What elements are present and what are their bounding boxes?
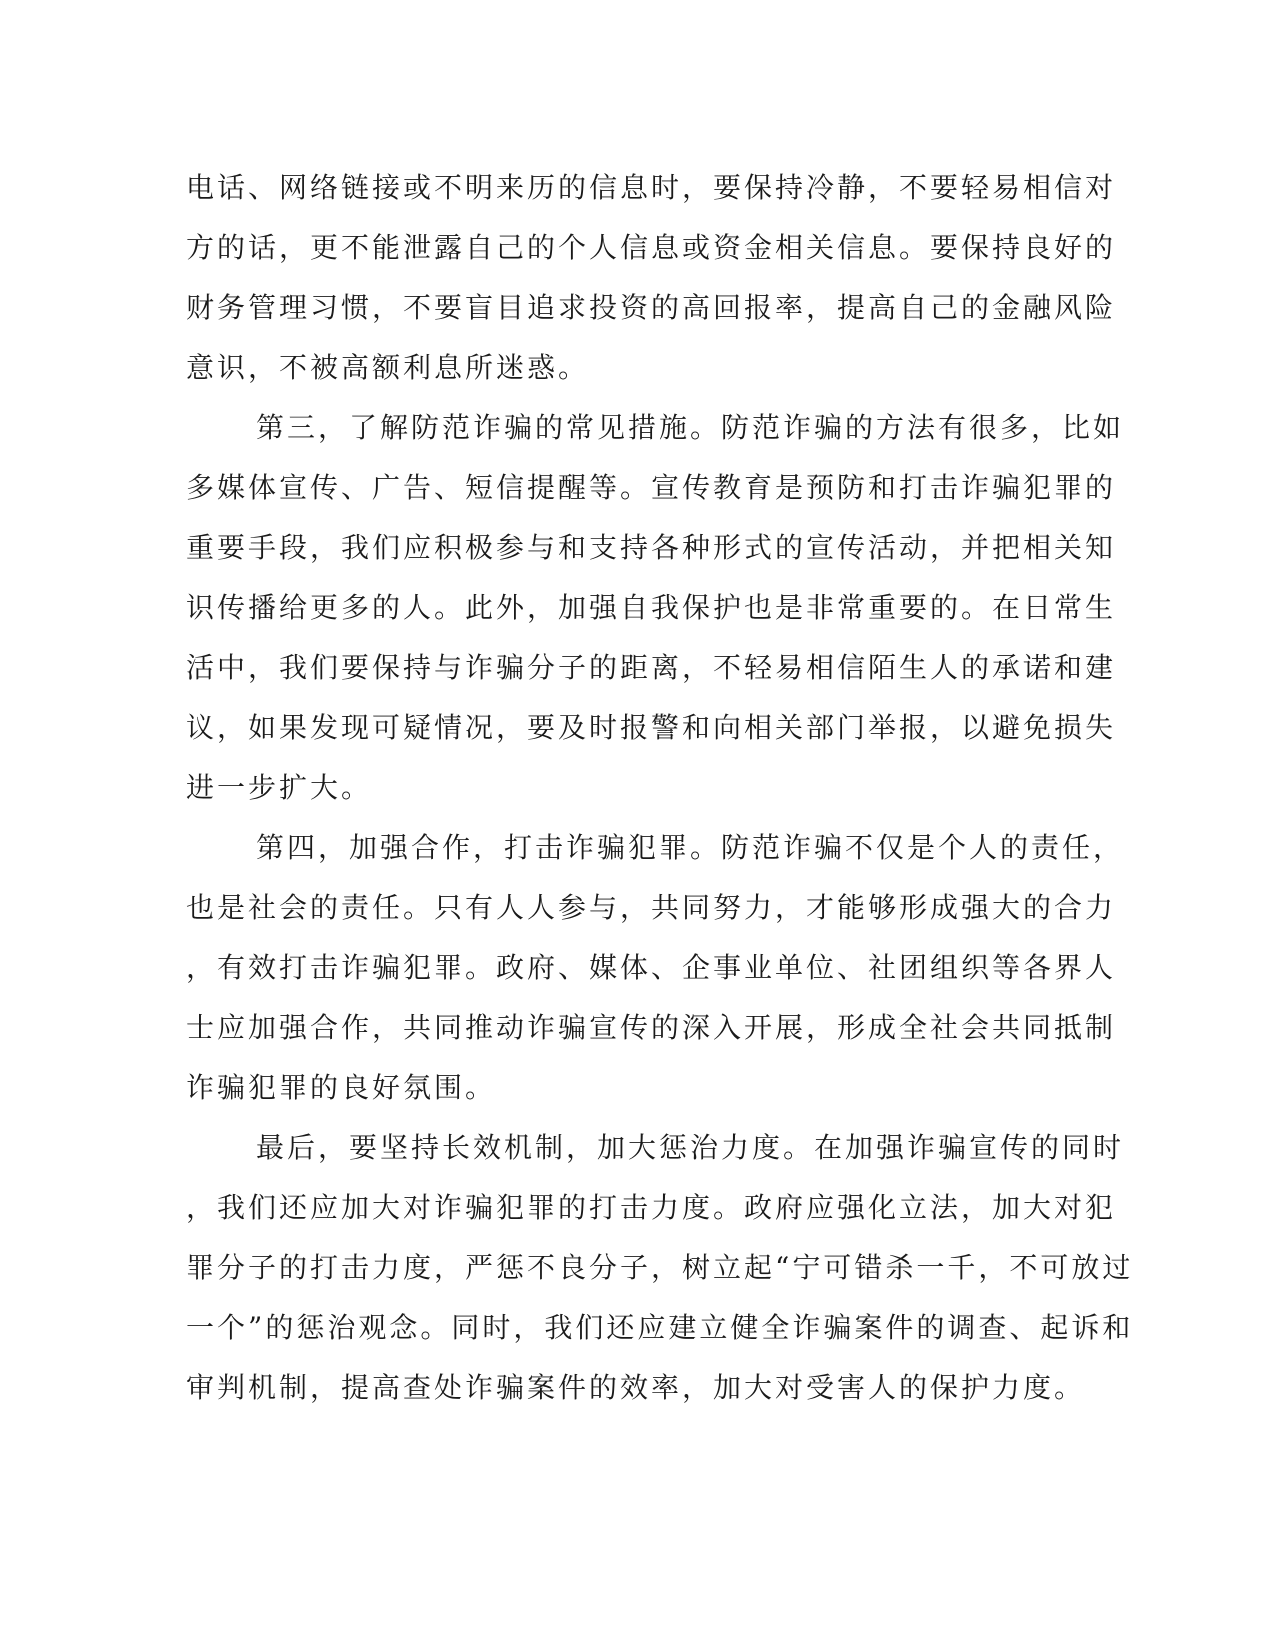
text-line: 最后，要坚持长效机制，加大惩治力度。在加强诈骗宣传的同时 — [256, 1131, 1125, 1164]
text-line: 电话、网络链接或不明来历的信息时，要保持冷静，不要轻易相信对 — [186, 171, 1117, 204]
paragraph-3 — [186, 818, 1125, 1118]
text-line: 活中，我们要保持与诈骗分子的距离，不轻易相信陌生人的承诺和建 — [186, 651, 1117, 684]
text-line: 也是社会的责任。只有人人参与，共同努力，才能够形成强大的合力 — [186, 891, 1117, 924]
text-line: 士应加强合作，共同推动诈骗宣传的深入开展，形成全社会共同抵制 — [186, 1011, 1117, 1044]
text-line: 罪分子的打击力度，严惩不良分子，树立起“宁可错杀一千，不可放过 — [186, 1251, 1134, 1284]
text-line: 重要手段，我们应积极参与和支持各种形式的宣传活动，并把相关知 — [186, 531, 1117, 564]
text-line: ，有效打击诈骗犯罪。政府、媒体、企事业单位、社团组织等各界人 — [186, 951, 1117, 984]
text-line: 第四，加强合作，打击诈骗犯罪。防范诈骗不仅是个人的责任， — [256, 831, 1125, 864]
document-body — [186, 158, 1134, 1418]
text-line: 第三，了解防范诈骗的常见措施。防范诈骗的方法有很多，比如 — [256, 411, 1125, 444]
text-line: 识传播给更多的人。此外，加强自我保护也是非常重要的。在日常生 — [186, 591, 1117, 624]
text-line: 进一步扩大。 — [186, 771, 373, 804]
text-line: 财务管理习惯，不要盲目追求投资的高回报率，提高自己的金融风险 — [186, 291, 1117, 324]
paragraph-4 — [186, 1118, 1134, 1418]
text-line: 方的话，更不能泄露自己的个人信息或资金相关信息。要保持良好的 — [186, 231, 1117, 264]
text-line: 议，如果发现可疑情况，要及时报警和向相关部门举报，以避免损失 — [186, 711, 1117, 744]
text-line: 意识，不被高额利息所迷惑。 — [186, 351, 590, 384]
text-line: 一个”的惩治观念。同时，我们还应建立健全诈骗案件的调查、起诉和 — [186, 1311, 1134, 1344]
paragraph-2 — [186, 398, 1125, 818]
text-line: 审判机制，提高查处诈骗案件的效率，加大对受害人的保护力度。 — [186, 1371, 1086, 1404]
paragraph-1 — [186, 158, 1117, 398]
text-line: 诈骗犯罪的良好氛围。 — [186, 1071, 497, 1104]
text-line: ，我们还应加大对诈骗犯罪的打击力度。政府应强化立法，加大对犯 — [186, 1191, 1117, 1224]
text-line: 多媒体宣传、广告、短信提醒等。宣传教育是预防和打击诈骗犯罪的 — [186, 471, 1117, 504]
